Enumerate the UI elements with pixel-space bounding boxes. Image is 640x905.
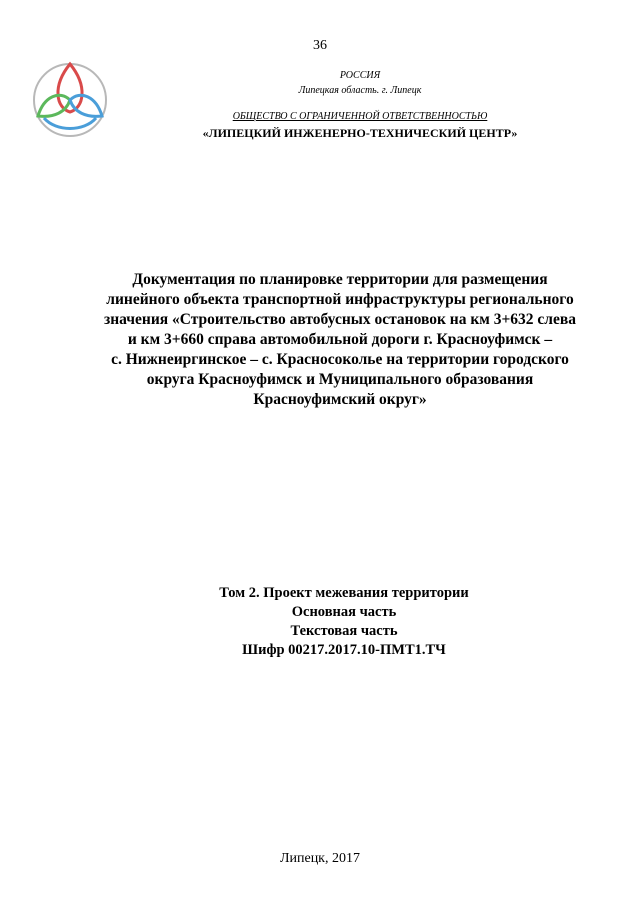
title-line: Документация по планировке территории для размещения [132, 271, 548, 288]
volume-section: Текстовая часть [290, 623, 398, 639]
trefoil-logo-icon [30, 56, 110, 140]
volume-block [0, 584, 640, 660]
header-org-name: «ЛИПЕЦКИЙ ИНЖЕНЕРНО-ТЕХНИЧЕСКИЙ ЦЕНТР» [202, 126, 518, 140]
title-line: Красноуфимский округ» [253, 391, 427, 408]
logo-petal-bottom [44, 118, 96, 129]
header-region: Липецкая область. г. Липецк [298, 85, 422, 96]
logo-petal-right [70, 95, 102, 116]
volume-part: Основная часть [291, 604, 397, 620]
header-country: РОССИЯ [339, 70, 381, 81]
volume-title: Том 2. Проект межевания территории [219, 585, 469, 601]
title-line: значения «Строительство автобусных остановок на км 3+632 слева [103, 311, 576, 328]
footer-place-year: Липецк, 2017 [280, 851, 360, 866]
logo-petal-top [58, 64, 82, 112]
title-line: и км 3+660 справа автомобильной дороги г. Красноуфимск – [127, 331, 553, 348]
volume-code: Шифр 00217.2017.10-ПМТ1.ТЧ [242, 642, 446, 658]
page-number: 36 [313, 38, 327, 53]
title-line: округа Красноуфимск и Муниципального образования [146, 371, 534, 388]
title-line: линейного объекта транспортной инфраструктуры регионального [106, 291, 574, 308]
title-line: с. Нижнеиргинское – с. Красносокольe на территории городского [111, 351, 569, 368]
logo-petal-left [38, 95, 70, 116]
document-title [60, 270, 620, 410]
header-org-type: ОБЩЕСТВО С ОГРАНИЧЕННОЙ ОТВЕТСТВЕННОСТЬЮ [232, 111, 488, 122]
